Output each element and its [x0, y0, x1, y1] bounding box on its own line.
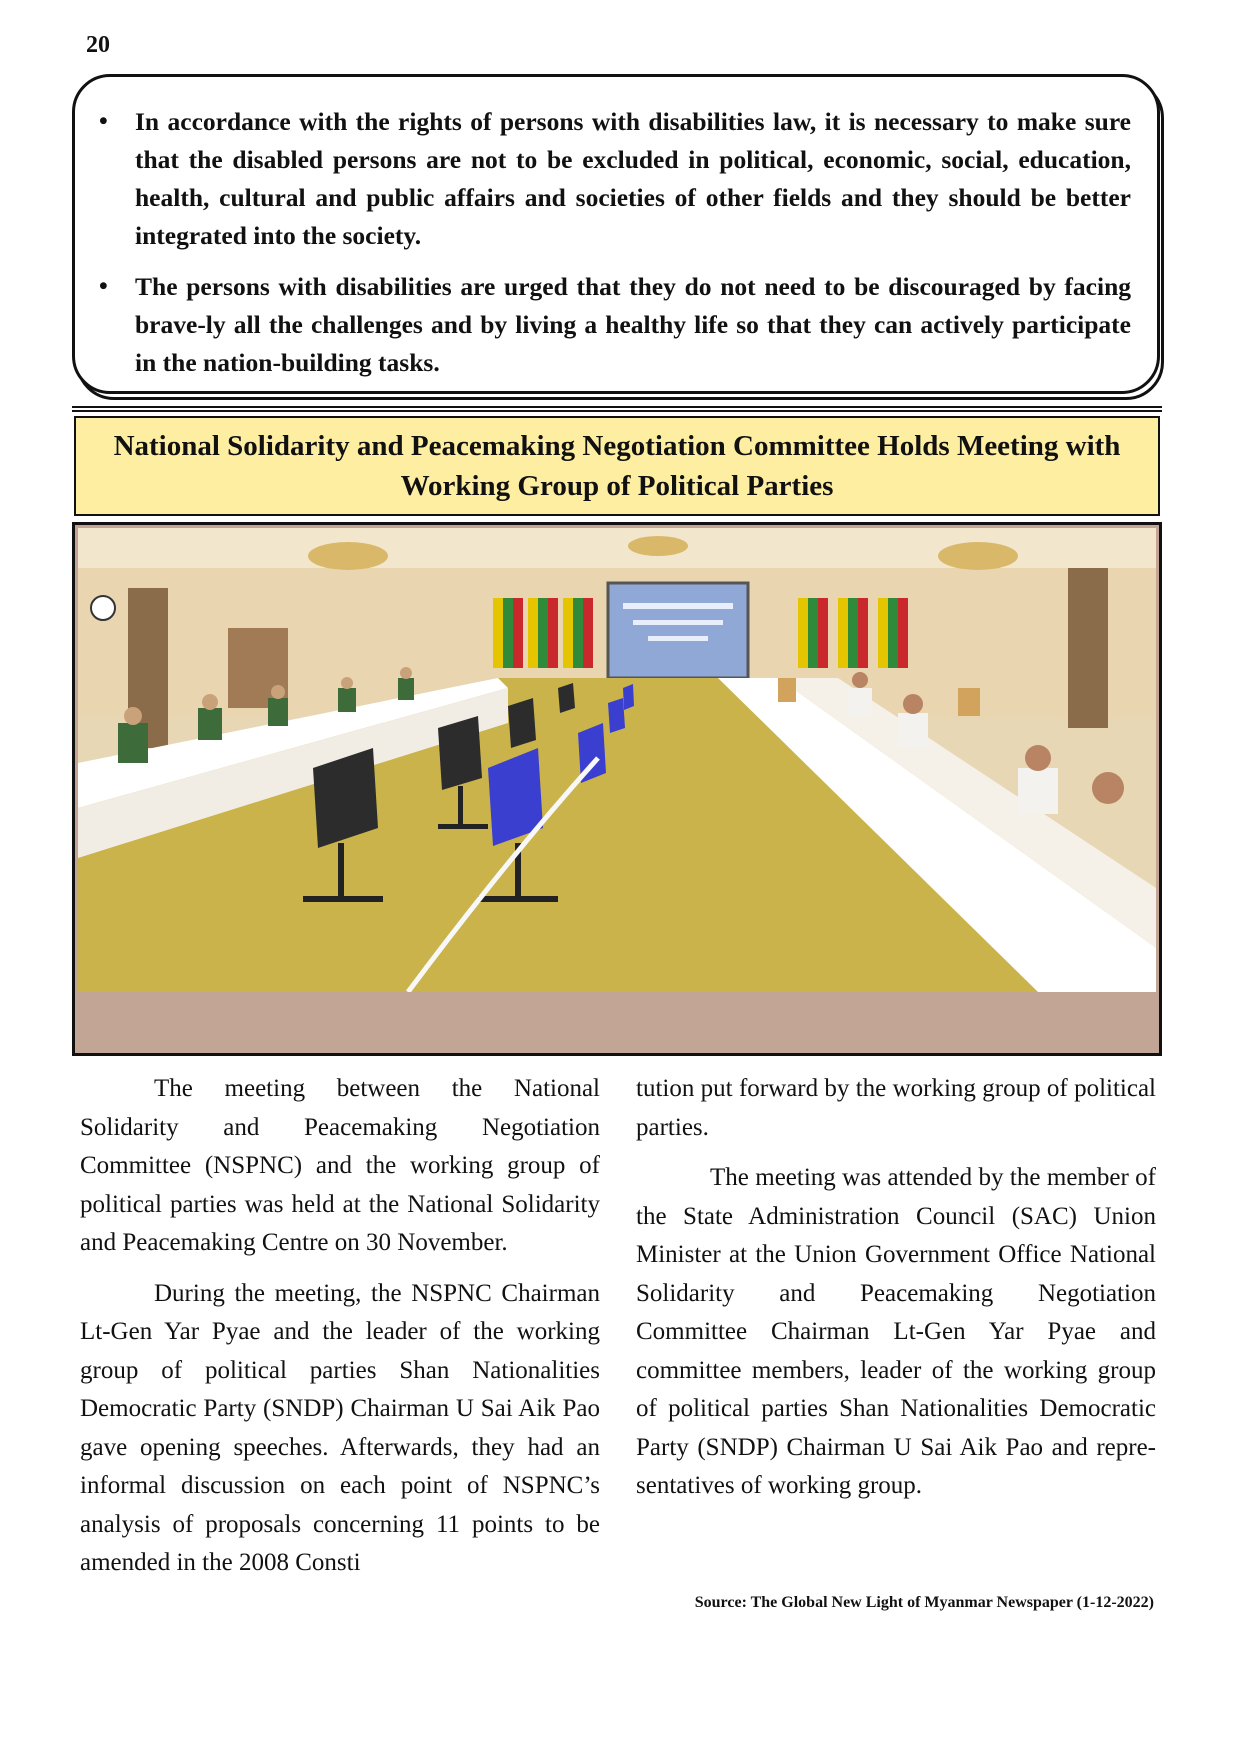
- headline: National Solidarity and Peacemaking Negotiation Committee Holds Meeting with Working Group of Political Parties: [113, 430, 1121, 502]
- bullet-list: [99, 103, 1131, 395]
- photo-frame: [72, 522, 1162, 1056]
- article-paragraph: The meeting between the National Solidarity and Peacemaking Negotiation Committee (NSPNC) and the working group of political parties was held at the National Solidarity and Peacemaking Centre on 30 November.: [80, 1075, 600, 1256]
- article-paragraph: During the meeting, the NSPNC Chairman Lt-Gen Yar Pyae and the leader of the working group of political parties Shan Nationalities Democratic Party (SNDP) Chairman U Sai Aik Pao gave opening speeches. Afterwards, they had an informal discussion on each point of NSPNC’s analysis of proposals concerning 11 points to be amended in the 2008 Consti: [80, 1279, 600, 1576]
- bullet-item: [99, 103, 1131, 255]
- meeting-room-illustration: [78, 528, 1156, 992]
- bullet-dot-icon: •: [99, 273, 108, 300]
- source-citation: Source: The Global New Light of Myanmar Newspaper (1-12-2022): [694, 1594, 1154, 1611]
- article-paragraph: tution put forward by the working group of political parties.: [636, 1075, 1156, 1141]
- bullet-text: In accordance with the rights of persons with disabilities law, it is necessary to make sure that the disabled persons are not to be excluded in political, economic, social, education, health, cultural and public affairs and societies of other fields and they should be better integrated into the society.: [135, 107, 1131, 250]
- article-column-left: [80, 1070, 600, 1595]
- bullet-text: The persons with disabilities are urged that they do not need to be discouraged by facing brave-ly all the challenges and by living a healthy life so that they can actively participate in the nation-building tasks.: [135, 272, 1131, 377]
- divider-line: [72, 410, 1162, 412]
- divider-line: [72, 406, 1162, 408]
- bullet-item: [99, 268, 1131, 382]
- bullet-dot-icon: •: [99, 108, 108, 135]
- article-column-right: [636, 1070, 1156, 1518]
- bullet-box: [72, 74, 1160, 394]
- meeting-photo: [78, 528, 1156, 992]
- headline-box: [74, 416, 1160, 516]
- article-paragraph: The meeting was attended by the member of the State Administration Council (SAC) Union Minister at the Union Government Office National Solidarity and Peacemaking Negotiation Committee Chairman Lt-Gen Yar Pyae and committee members, leader of the working group of political parties Shan Nationalities Democratic Party (SNDP) Chairman U Sai Aik Pao and representatives of working group.: [636, 1164, 1156, 1499]
- page-number: 20: [86, 32, 110, 58]
